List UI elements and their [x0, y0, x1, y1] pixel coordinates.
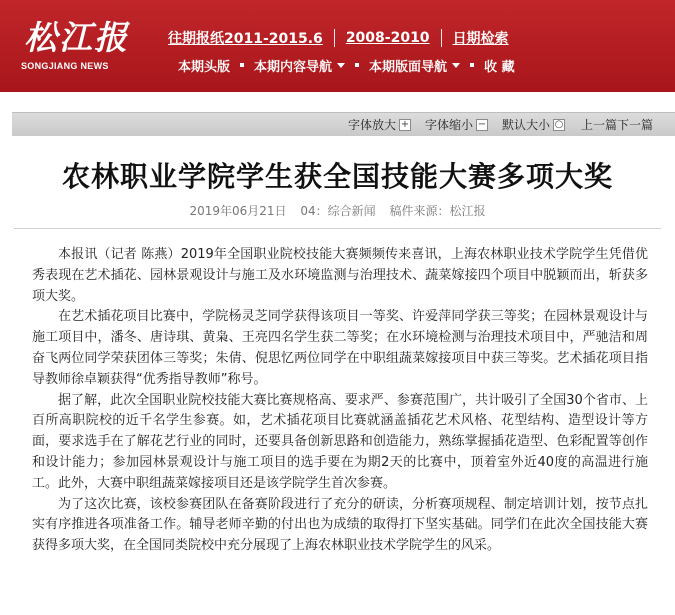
- article-page: 04: [300, 204, 316, 218]
- plus-icon: +: [400, 118, 410, 130]
- toolbar-controls: [334, 116, 653, 133]
- reset-icon: ○: [554, 118, 564, 130]
- font-larger-label: 字体放大: [347, 118, 396, 132]
- bookmark-label: 收 藏: [484, 59, 515, 75]
- nav-dot: [240, 63, 244, 67]
- content-nav-dropdown[interactable]: [254, 56, 345, 75]
- archive-2008-2010-link[interactable]: 2008-2010: [345, 30, 430, 46]
- site-logo[interactable]: [20, 12, 130, 76]
- chevron-down-icon: [337, 63, 345, 68]
- nav-separator: [334, 29, 335, 47]
- page-nav-label: 本期版面导航: [369, 59, 448, 75]
- bookmark-link[interactable]: [484, 56, 515, 75]
- content-nav-label: 本期内容导航: [254, 59, 333, 75]
- nav-separator: [441, 29, 442, 47]
- front-page-link[interactable]: [178, 56, 230, 75]
- site-header: [0, 0, 675, 92]
- font-larger-button[interactable]: [348, 116, 411, 133]
- meta-divider: [14, 228, 661, 229]
- article-toolbar: [12, 112, 675, 136]
- logo-chinese: 松江报: [24, 18, 129, 57]
- page-nav-dropdown[interactable]: [369, 56, 460, 75]
- prev-next-article-link[interactable]: [581, 116, 653, 133]
- article-paragraph: 为了这次比赛，该校参赛团队在备赛阶段进行了充分的研读，分析赛项规程、制定培训计划，按节点扎实有序推进各项准备工作。辅导老师辛勤的付出也为成绩的取得打下坚实基础。同学们在此次全国技能大赛获得多项大奖，在全国同类院校中充分展现了上海农林职业技术学院学生的风采。: [32, 496, 648, 554]
- article-section: ：综合新闻: [315, 204, 376, 218]
- article-meta: [0, 202, 675, 219]
- article-source: 稿件来源：松江报: [389, 204, 486, 218]
- article-paragraph: 本报讯（记者 陈燕）2019年全国职业院校技能大赛频频传来喜讯，上海农林职业技术学院学生凭借优秀表现在艺术插花、园林景观设计与施工及水环境监测与治理技术、蔬菜嫁接四个项目中脱颖而出，斩获多项大奖。: [32, 247, 648, 304]
- font-smaller-label: 字体缩小: [424, 118, 473, 132]
- default-size-label: 默认大小: [501, 118, 550, 132]
- article-paragraph: 在艺术插花项目比赛中，学院杨灵芝同学获得该项目一等奖、许爱萍同学获三等奖；在园林景观设计与施工项目中，潘冬、唐诗琪、黄枭、王亮四名学生获二等奖；在水环境检测与治理技术项目中，严驰洁和周奋飞两位同学荣获团体三等奖；朱倩、倪思忆两位同学在中职组蔬菜嫁接项目中获三等奖。艺术插花项目指导教师徐卓颖获得“优秀指导教师”称号。: [32, 309, 648, 387]
- minus-icon: −: [477, 118, 487, 130]
- chevron-down-icon: [452, 63, 460, 68]
- default-size-button[interactable]: [502, 116, 565, 133]
- date-search-link[interactable]: 日期检索: [452, 31, 509, 47]
- nav-dot: [355, 63, 359, 67]
- issue-nav: [178, 55, 515, 75]
- article-paragraph: 据了解，此次全国职业院校技能大赛比赛规格高、要求严、参赛范围广，共计吸引了全国30个省市、上百所高职院校的近千名学生参赛。如，艺术插花项目比赛就涵盖插花艺术风格、花型结构、造型设计等方面，要求选手在了解花艺行业的同时，还要具备创新思路和创造能力，熟练掌握插花造型、色彩配置等创作和设计能力；参加园林景观设计与施工项目的选手要在为期2天的比赛中，顶着室外近40度的高温进行施工。此外，大赛中职组蔬菜嫁接项目还是该学院学生首次参赛。: [32, 392, 648, 491]
- prev-next-label: 上一篇下一篇: [580, 118, 653, 132]
- logo-english: SONGJIANG NEWS: [21, 61, 109, 71]
- archive-2011-2015-link[interactable]: 往期报纸2011-2015.6: [168, 31, 323, 47]
- article-body: [32, 245, 648, 557]
- article-date: 2019年06月21日: [189, 204, 287, 218]
- article-title: 农林职业学院学生获全国技能大赛多项大奖: [61, 160, 613, 193]
- archive-nav: [168, 27, 509, 49]
- front-page-label: 本期头版: [178, 59, 231, 75]
- nav-dot: [470, 63, 474, 67]
- font-smaller-button[interactable]: [425, 116, 488, 133]
